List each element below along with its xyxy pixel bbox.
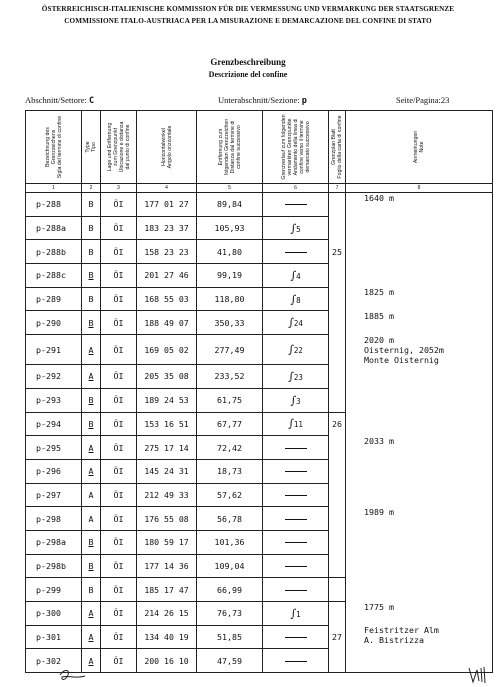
note — [346, 436, 493, 460]
straight-line-icon — [285, 566, 307, 567]
curved-line-icon: ∫24 — [288, 316, 303, 330]
marker-location: ÖI — [101, 507, 137, 531]
boundary-course — [263, 625, 329, 649]
marker-id: p-301 — [26, 625, 82, 649]
marker-location: ÖI — [101, 365, 137, 389]
marker-id: p-298 — [26, 507, 82, 531]
boundary-course — [263, 459, 329, 483]
table-row — [26, 625, 493, 649]
boundary-course — [263, 554, 329, 578]
boundary-course — [263, 216, 329, 240]
column-header-type: Type Tipo — [82, 111, 101, 184]
boundary-course — [263, 507, 329, 531]
table-row — [26, 311, 493, 335]
note-line: 1775 m — [364, 601, 394, 612]
column-header-distance: Entfernung zum folgenden Grenzzeichen Distanza dal termine di confine successivo — [197, 111, 263, 184]
note — [346, 193, 493, 217]
marker-type: B — [82, 412, 101, 436]
horizontal-angle: 212 49 33 — [137, 483, 197, 507]
straight-line-icon — [285, 471, 307, 472]
marker-type: A — [82, 335, 101, 365]
sheet-number — [329, 311, 346, 335]
horizontal-angle: 180 59 17 — [137, 530, 197, 554]
marker-type: A — [82, 507, 101, 531]
marker-id: p-298b — [26, 554, 82, 578]
distance-to-next: 66,99 — [197, 578, 263, 602]
curve-point-count: 11 — [293, 420, 303, 430]
marker-id: p-294 — [26, 412, 82, 436]
distance-to-next: 233,52 — [197, 365, 263, 389]
section-value: C — [88, 96, 95, 106]
distance-to-next: 51,85 — [197, 625, 263, 649]
page-field — [396, 95, 449, 105]
marker-type: A — [82, 365, 101, 389]
table-row — [26, 264, 493, 288]
table-row — [26, 216, 493, 240]
horizontal-angle: 189 24 53 — [137, 388, 197, 412]
horizontal-angle: 205 35 08 — [137, 365, 197, 389]
marker-id: p-288a — [26, 216, 82, 240]
marker-type: B — [82, 388, 101, 412]
marker-type: A — [82, 625, 101, 649]
marker-id: p-298a — [26, 530, 82, 554]
marker-type: B — [82, 287, 101, 311]
marker-id: p-296 — [26, 459, 82, 483]
boundary-course — [263, 483, 329, 507]
table-row — [26, 578, 493, 602]
note-line: Oisternig, 2052m — [364, 344, 444, 355]
distance-to-next: 67,77 — [197, 412, 263, 436]
curve-point-count: 22 — [293, 346, 303, 356]
horizontal-angle: 201 27 46 — [137, 264, 197, 288]
curve-point-count: 1 — [296, 609, 301, 619]
note — [346, 388, 493, 412]
boundary-course — [263, 649, 329, 673]
horizontal-angle: 134 40 19 — [137, 625, 197, 649]
marker-id: p-288c — [26, 264, 82, 288]
subsection-field — [218, 95, 307, 106]
distance-to-next: 277,49 — [197, 335, 263, 365]
sheet-number: 27 — [329, 625, 346, 649]
marker-location: ÖI — [101, 649, 137, 673]
boundary-course — [263, 412, 329, 436]
table-row — [26, 388, 493, 412]
boundary-course — [263, 436, 329, 460]
sheet-number — [329, 216, 346, 240]
note-line: 1885 m — [364, 310, 394, 321]
marker-type: B — [82, 578, 101, 602]
boundary-course — [263, 530, 329, 554]
table-row — [26, 412, 493, 436]
marker-id: p-302 — [26, 649, 82, 673]
column-header-course: Grenzverlauf zum folgenden vermarkten Grenzpunkte Andamento della linea di confine verso il termine demarcato successivo — [263, 111, 329, 184]
horizontal-angle: 177 01 27 — [137, 193, 197, 217]
note — [346, 335, 493, 365]
sheet-number — [329, 287, 346, 311]
horizontal-angle: 158 23 23 — [137, 240, 197, 264]
curve-point-count: 24 — [293, 319, 303, 329]
column-header-location: Lage und Entfernung zum Grenzpunkt Ubicazione e distanza dal punto di confine — [101, 111, 137, 184]
horizontal-angle: 168 55 03 — [137, 287, 197, 311]
marker-id: p-290 — [26, 311, 82, 335]
marker-id: p-288 — [26, 193, 82, 217]
handwritten-initials-right — [466, 665, 488, 685]
table-row — [26, 602, 493, 626]
straight-line-icon — [285, 590, 307, 591]
column-number-6: 6 — [263, 184, 329, 193]
marker-id: p-300 — [26, 602, 82, 626]
section-field — [25, 95, 94, 106]
column-number-4: 4 — [137, 184, 197, 193]
note — [346, 483, 493, 507]
sheet-number — [329, 554, 346, 578]
table-row — [26, 649, 493, 673]
curve-point-count: 5 — [296, 224, 301, 234]
straight-line-icon — [285, 661, 307, 662]
horizontal-angle: 214 26 15 — [137, 602, 197, 626]
sheet-number — [329, 459, 346, 483]
marker-id: p-295 — [26, 436, 82, 460]
curved-line-icon: ∫11 — [288, 417, 303, 431]
column-number-3: 3 — [101, 184, 137, 193]
note-line: 2033 m — [364, 435, 394, 446]
horizontal-angle: 145 24 31 — [137, 459, 197, 483]
column-header-sheet: Grenzplan Blatt Foglio della carta di confine — [329, 111, 346, 184]
distance-to-next: 118,80 — [197, 287, 263, 311]
marker-location: ÖI — [101, 311, 137, 335]
sheet-number — [329, 193, 346, 217]
marker-location: ÖI — [101, 216, 137, 240]
marker-type: B — [82, 193, 101, 217]
note — [346, 216, 493, 240]
boundary-course — [263, 264, 329, 288]
distance-to-next: 61,75 — [197, 388, 263, 412]
marker-type: B — [82, 240, 101, 264]
note-line: 2020 m — [364, 334, 394, 345]
table-row — [26, 483, 493, 507]
distance-to-next: 105,93 — [197, 216, 263, 240]
curve-point-count: 8 — [296, 295, 301, 305]
column-number-2: 2 — [82, 184, 101, 193]
sheet-number: 25 — [329, 240, 346, 264]
sheet-number — [329, 335, 346, 365]
sheet-number — [329, 578, 346, 602]
document-title-german: Grenzbeschreibung — [210, 57, 286, 67]
note — [346, 578, 493, 602]
note — [346, 507, 493, 531]
curve-point-count: 3 — [296, 396, 301, 406]
marker-location: ÖI — [101, 388, 137, 412]
straight-line-icon — [285, 519, 307, 520]
marker-location: ÖI — [101, 530, 137, 554]
note — [346, 554, 493, 578]
straight-line-icon — [285, 637, 307, 638]
marker-location: ÖI — [101, 625, 137, 649]
sheet-number — [329, 388, 346, 412]
marker-type: B — [82, 530, 101, 554]
subsection-value: p — [301, 96, 307, 106]
marker-type: A — [82, 459, 101, 483]
column-number-7: 7 — [329, 184, 346, 193]
distance-to-next: 89,84 — [197, 193, 263, 217]
curve-point-count: 4 — [296, 271, 301, 281]
marker-type: A — [82, 436, 101, 460]
marker-type: B — [82, 554, 101, 578]
marker-location: ÖI — [101, 193, 137, 217]
boundary-course — [263, 388, 329, 412]
marker-location: ÖI — [101, 459, 137, 483]
marker-location: ÖI — [101, 240, 137, 264]
document-title-italian: Descrizione del confine — [208, 70, 288, 79]
marker-location: ÖI — [101, 412, 137, 436]
table-row — [26, 436, 493, 460]
note-line: 1989 m — [364, 506, 394, 517]
sheet-number — [329, 365, 346, 389]
marker-location: ÖI — [101, 287, 137, 311]
curved-line-icon: ∫23 — [288, 369, 303, 383]
table-row — [26, 287, 493, 311]
table-row — [26, 459, 493, 483]
horizontal-angle: 169 05 02 — [137, 335, 197, 365]
note — [346, 365, 493, 389]
horizontal-angle: 176 55 08 — [137, 507, 197, 531]
horizontal-angle: 153 16 51 — [137, 412, 197, 436]
horizontal-angle: 275 17 14 — [137, 436, 197, 460]
curved-line-icon: ∫5 — [290, 221, 301, 235]
note — [346, 530, 493, 554]
marker-id: p-289 — [26, 287, 82, 311]
section-label: Abschnitt/Settore: — [25, 95, 87, 105]
marker-id: p-292 — [26, 365, 82, 389]
curved-line-icon: ∫22 — [288, 343, 303, 357]
note — [346, 625, 493, 649]
curved-line-icon: ∫8 — [290, 292, 301, 306]
marker-id: p-288b — [26, 240, 82, 264]
subsection-label: Unterabschnitt/Sezione: — [218, 95, 300, 105]
note-line: 1825 m — [364, 287, 394, 298]
marker-location: ÖI — [101, 578, 137, 602]
boundary-course — [263, 602, 329, 626]
table-row — [26, 507, 493, 531]
curved-line-icon: ∫1 — [290, 606, 301, 620]
marker-type: A — [82, 483, 101, 507]
boundary-description-table — [25, 110, 493, 673]
table-row — [26, 193, 493, 217]
marker-location: ÖI — [101, 602, 137, 626]
marker-type: B — [82, 216, 101, 240]
distance-to-next: 350,33 — [197, 311, 263, 335]
column-number-row — [26, 184, 493, 193]
distance-to-next: 109,04 — [197, 554, 263, 578]
note — [346, 459, 493, 483]
marker-id: p-291 — [26, 335, 82, 365]
horizontal-angle: 200 16 10 — [137, 649, 197, 673]
table-row — [26, 335, 493, 365]
marker-type: B — [82, 311, 101, 335]
marker-location: ÖI — [101, 335, 137, 365]
page-label: Seite/Pagina: — [396, 95, 441, 105]
marker-id: p-297 — [26, 483, 82, 507]
horizontal-angle: 177 14 36 — [137, 554, 197, 578]
handwritten-initials-left — [58, 667, 88, 683]
note-line: Feistritzer Alm — [364, 625, 439, 636]
sheet-number: 26 — [329, 412, 346, 436]
horizontal-angle: 183 23 37 — [137, 216, 197, 240]
straight-line-icon — [285, 204, 307, 205]
note — [346, 412, 493, 436]
curved-line-icon: ∫3 — [290, 393, 301, 407]
table-row — [26, 365, 493, 389]
boundary-course — [263, 193, 329, 217]
note — [346, 264, 493, 288]
marker-type: A — [82, 649, 101, 673]
marker-type: A — [82, 602, 101, 626]
straight-line-icon — [285, 448, 307, 449]
column-header-angle: Horizontalwinkel Angolo orizzontale — [137, 111, 197, 184]
commission-title-italian: COMMISSIONE ITALO-AUSTRIACA PER LA MISURAZIONE E DEMARCAZIONE DEL CONFINE DI STATO — [64, 17, 432, 25]
boundary-course — [263, 311, 329, 335]
boundary-course — [263, 287, 329, 311]
sheet-number — [329, 530, 346, 554]
boundary-course — [263, 365, 329, 389]
commission-title-german: ÖSTERREICHISCH-ITALIENISCHE KOMMISSION FÜR DIE VERMESSUNG UND VERMARKUNG DER STAATSGRENZE — [41, 5, 455, 13]
distance-to-next: 99,19 — [197, 264, 263, 288]
note — [346, 311, 493, 335]
sheet-number — [329, 649, 346, 673]
distance-to-next: 76,73 — [197, 602, 263, 626]
curved-line-icon: ∫4 — [290, 268, 301, 282]
column-header-marker: Bezeichnung des Grenzzeichens Sigla del termine di confine — [26, 111, 82, 184]
distance-to-next: 101,36 — [197, 530, 263, 554]
sheet-number — [329, 436, 346, 460]
note-line: Monte Oisternig — [364, 354, 439, 365]
column-header-notes: Anmerkungen Note — [346, 111, 493, 184]
page-value: 23 — [440, 95, 450, 105]
sheet-number — [329, 483, 346, 507]
table-row — [26, 240, 493, 264]
note — [346, 287, 493, 311]
marker-location: ÖI — [101, 436, 137, 460]
horizontal-angle: 188 49 07 — [137, 311, 197, 335]
column-number-8: 8 — [346, 184, 493, 193]
boundary-course — [263, 335, 329, 365]
distance-to-next: 41,80 — [197, 240, 263, 264]
boundary-course — [263, 240, 329, 264]
distance-to-next: 47,59 — [197, 649, 263, 673]
note-line: 1640 m — [364, 193, 394, 203]
distance-to-next: 18,73 — [197, 459, 263, 483]
distance-to-next: 72,42 — [197, 436, 263, 460]
curve-point-count: 23 — [293, 372, 303, 382]
marker-type: B — [82, 264, 101, 288]
note-line: A. Bistrizza — [364, 635, 424, 646]
sheet-number — [329, 264, 346, 288]
note — [346, 240, 493, 264]
boundary-course — [263, 578, 329, 602]
column-number-5: 5 — [197, 184, 263, 193]
table-row — [26, 530, 493, 554]
distance-to-next: 56,78 — [197, 507, 263, 531]
distance-to-next: 57,62 — [197, 483, 263, 507]
column-number-1: 1 — [26, 184, 82, 193]
straight-line-icon — [285, 252, 307, 253]
straight-line-icon — [285, 542, 307, 543]
straight-line-icon — [285, 495, 307, 496]
marker-location: ÖI — [101, 264, 137, 288]
marker-id: p-293 — [26, 388, 82, 412]
table-row — [26, 554, 493, 578]
horizontal-angle: 185 17 47 — [137, 578, 197, 602]
sheet-number — [329, 602, 346, 626]
sheet-number — [329, 507, 346, 531]
marker-id: p-299 — [26, 578, 82, 602]
marker-location: ÖI — [101, 554, 137, 578]
marker-location: ÖI — [101, 483, 137, 507]
note — [346, 602, 493, 626]
